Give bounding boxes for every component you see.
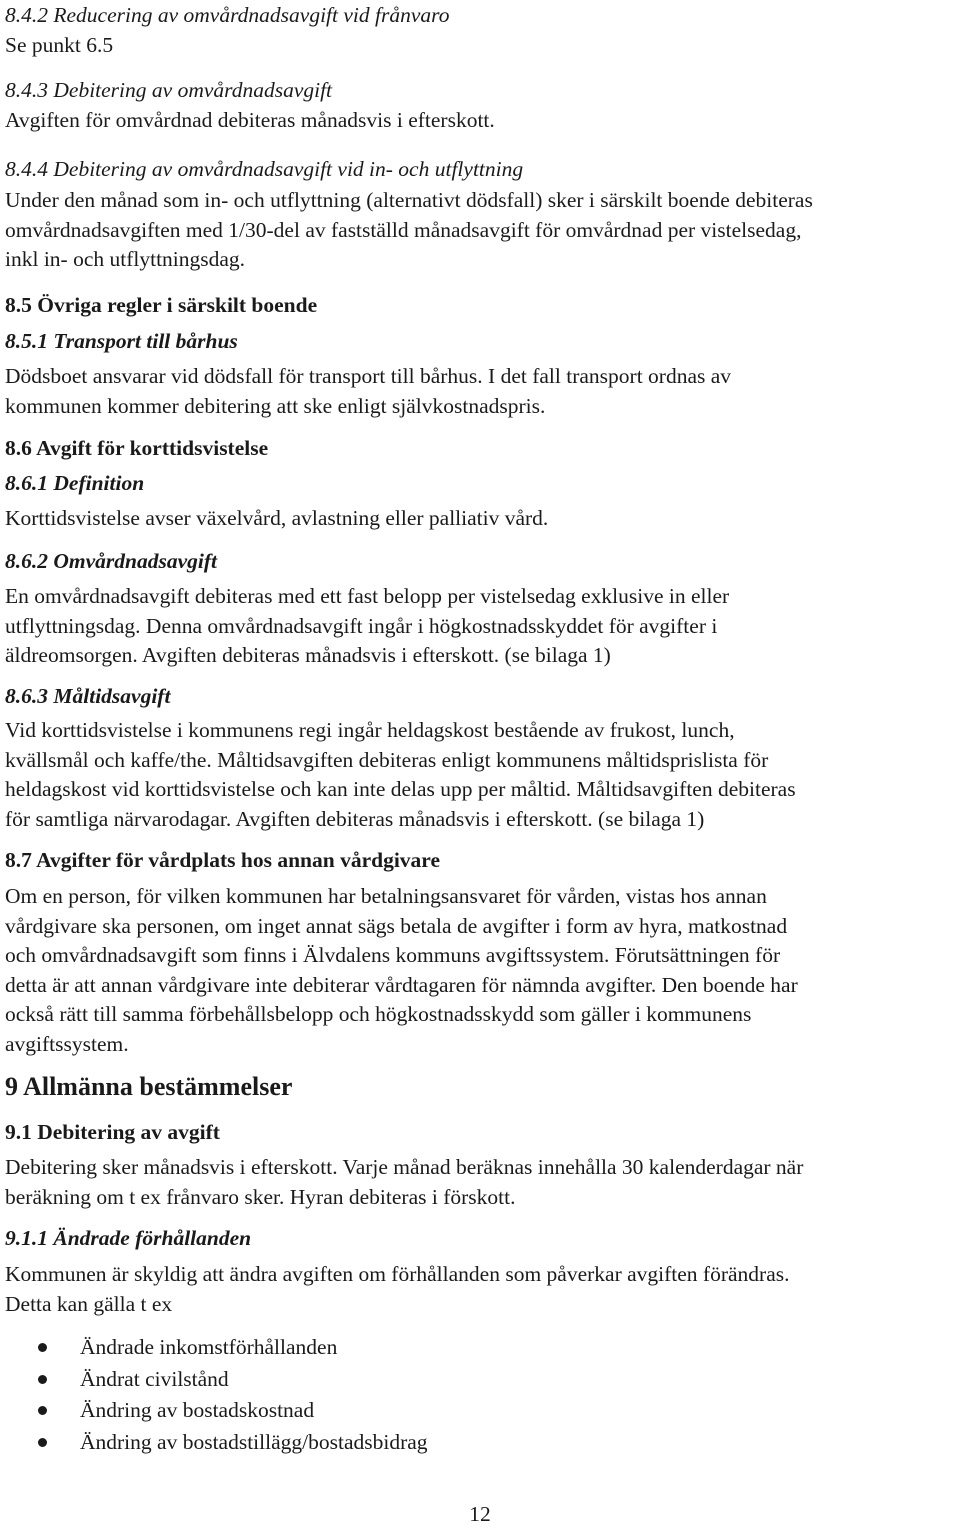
paragraph-8-7: [5, 882, 798, 1059]
paragraph-8-4-4: [5, 186, 813, 275]
text-line: också rätt till samma förbehållsbelopp och högkostnadsskydd som gäller i kommunens: [5, 1002, 752, 1026]
heading-8-4-4: 8.4.4 Debitering av omvårdnadsavgift vid in- och utflyttning: [5, 157, 524, 181]
text-line: Korttidsvistelse avser växelvård, avlastning eller palliativ vård.: [5, 506, 549, 530]
text-line: Dödsboet ansvarar vid dödsfall för transport till bårhus. I det fall transport ordnas av: [5, 364, 732, 388]
text-line: detta är att annan vårdgivare inte debiterar vårdtagaren för nämnda avgifter. Den boende har: [5, 972, 798, 997]
heading-8-5-1: 8.5.1 Transport till bårhus: [5, 329, 238, 353]
heading-8-5: 8.5 Övriga regler i särskilt boende: [5, 293, 318, 317]
heading-9-1-1: 9.1.1 Ändrade förhållanden: [5, 1226, 252, 1250]
bullet-icon: [38, 1375, 47, 1384]
bullet-icon: [38, 1343, 47, 1352]
text-line: kvällsmål och kaffe/the. Måltidsavgiften debiteras enligt kommunens måltidsprislista för: [5, 747, 769, 772]
bullet-icon: [38, 1406, 47, 1415]
paragraph-8-6-3: [5, 716, 796, 834]
text-line: och omvårdnadsavgift som finns i Älvdalens kommuns avgiftssystem. Förutsättningen för: [5, 943, 781, 967]
heading-8-7: 8.7 Avgifter för vårdplats hos annan vårdgivare: [5, 848, 440, 872]
text-line: Under den månad som in- och utflyttning (alternativt dödsfall) sker i särskilt boende debiteras: [5, 188, 813, 212]
text-line: avgiftssystem.: [5, 1031, 129, 1056]
page-number: 12: [469, 1502, 491, 1526]
heading-8-4-2: 8.4.2 Reducering av omvårdnadsavgift vid frånvaro: [5, 3, 450, 27]
heading-8-6-2: 8.6.2 Omvårdnadsavgift: [5, 549, 218, 573]
text-line: inkl in- och utflyttningsdag.: [5, 247, 246, 271]
text-line: Om en person, för vilken kommunen har betalningsansvaret för vården, vistas hos annan: [5, 884, 767, 908]
heading-8-4-3: 8.4.3 Debitering av omvårdnadsavgift: [5, 78, 333, 102]
paragraph-8-5-1: [5, 362, 731, 421]
list-item-text: Ändring av bostadskostnad: [80, 1398, 315, 1422]
text-line: äldreomsorgen. Avgiften debiteras månadsvis i efterskott. (se bilaga 1): [5, 643, 611, 667]
text-line: Se punkt 6.5: [5, 33, 114, 57]
text-line: Debitering sker månadsvis i efterskott. Varje månad beräknas innehålla 30 kalenderdagar när: [5, 1155, 804, 1179]
text-line: vårdgivare ska personen, om inget annat sägs betala de avgifter i form av hyra, matkostnad: [5, 913, 788, 938]
text-line: beräkning om t ex frånvaro sker. Hyran debiteras i förskott.: [5, 1184, 516, 1209]
paragraph-8-4-2: [5, 31, 113, 61]
heading-8-6-1: 8.6.1 Definition: [5, 471, 145, 495]
paragraph-8-6-1: [5, 504, 548, 534]
paragraph-9-1: [5, 1153, 803, 1212]
paragraph-9-1-1: [5, 1260, 790, 1319]
text-line: för samtliga närvarodagar. Avgiften debiteras månadsvis i efterskott. (se bilaga 1): [5, 806, 705, 831]
text-line: Vid korttidsvistelse i kommunens regi ingår heldagskost bestående av frukost, lunch,: [5, 718, 735, 742]
list-item-text: Ändrade inkomstförhållanden: [80, 1335, 338, 1359]
list-item-text: Ändring av bostadstillägg/bostadsbidrag: [80, 1429, 428, 1454]
text-line: heldagskost vid korttidsvistelse och kan inte delas upp per måltid. Måltidsavgiften debiteras: [5, 777, 796, 801]
text-line: Detta kan gälla t ex: [5, 1291, 173, 1316]
heading-8-6: 8.6 Avgift för korttidsvistelse: [5, 436, 269, 460]
text-line: Avgiften för omvårdnad debiteras månadsvis i efterskott.: [5, 108, 495, 132]
paragraph-8-6-2: [5, 582, 729, 671]
heading-9: 9 Allmänna bestämmelser: [5, 1072, 293, 1101]
text-line: Kommunen är skyldig att ändra avgiften om förhållanden som påverkar avgiften förändras.: [5, 1262, 790, 1286]
text-line: kommunen kommer debitering att ske enligt självkostnadspris.: [5, 393, 546, 418]
list-item-text: Ändrat civilstånd: [80, 1366, 229, 1391]
text-line: omvårdnadsavgiften med 1/30-del av fastställd månadsavgift för omvårdnad per vistelsedag,: [5, 217, 802, 242]
text-line: utflyttningsdag. Denna omvårdnadsavgift ingår i högkostnadsskyddet för avgifter i: [5, 613, 718, 638]
bullet-icon: [38, 1438, 47, 1447]
heading-9-1: 9.1 Debitering av avgift: [5, 1120, 220, 1144]
text-line: En omvårdnadsavgift debiteras med ett fast belopp per vistelsedag exklusive in eller: [5, 584, 730, 608]
paragraph-8-4-3: [5, 106, 495, 136]
heading-8-6-3: 8.6.3 Måltidsavgift: [5, 684, 171, 708]
